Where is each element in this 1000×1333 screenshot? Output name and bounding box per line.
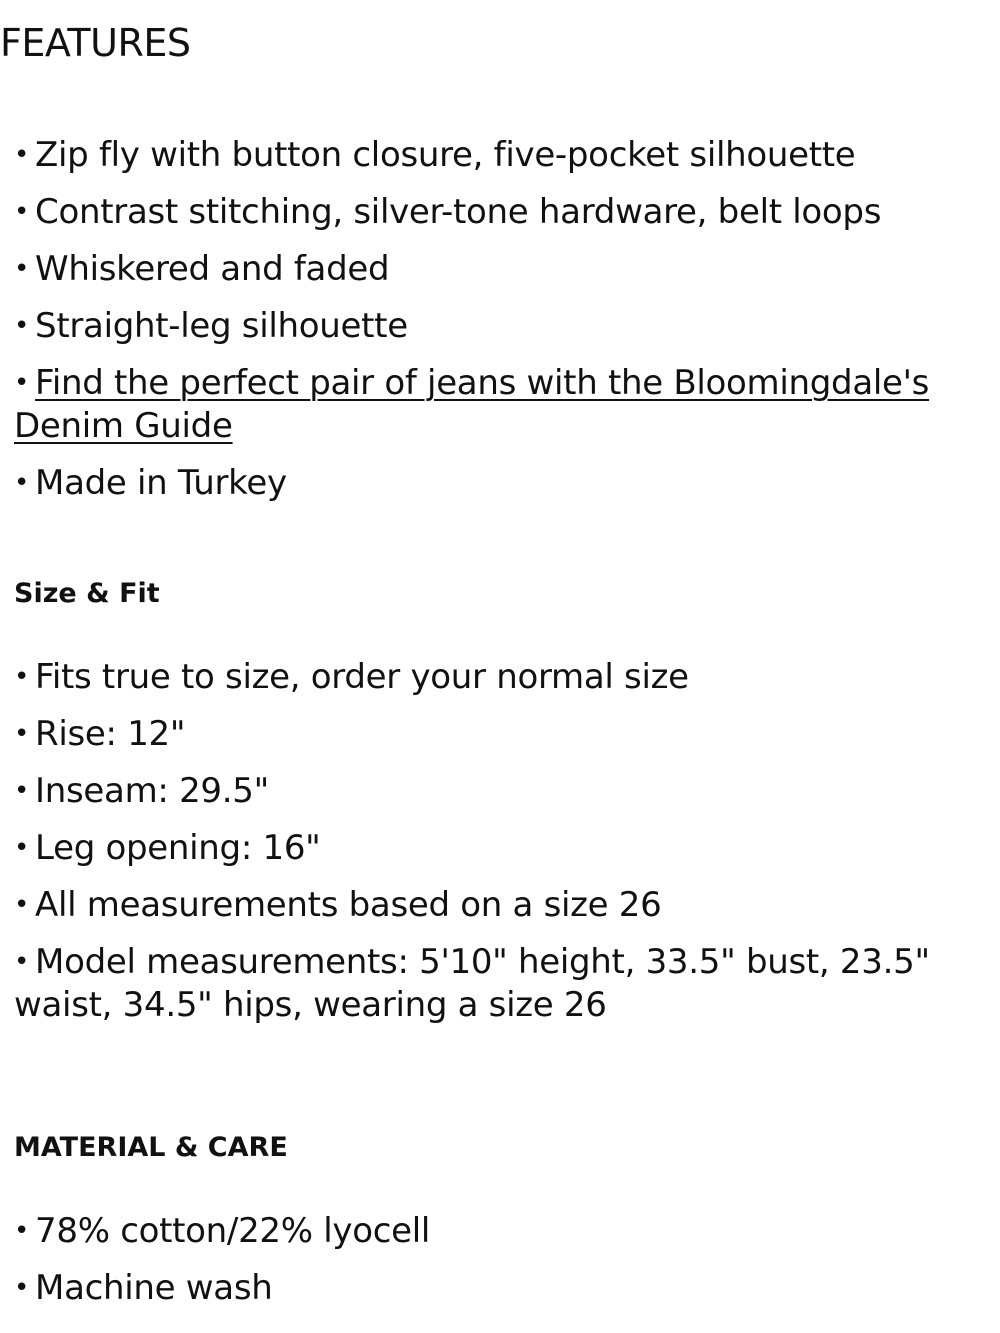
bullet-icon: • <box>14 311 30 341</box>
bullet-icon: • <box>14 1216 30 1246</box>
bullet-icon: • <box>14 662 30 692</box>
list-item <box>14 305 994 348</box>
bullet-icon: • <box>14 719 30 749</box>
list-item <box>14 1210 994 1253</box>
list-item <box>14 134 994 177</box>
bullet-icon: • <box>14 833 30 863</box>
list-item-text: Rise: 12" <box>35 714 186 754</box>
list-item <box>14 1267 994 1310</box>
list-item-text: Made in Turkey <box>35 463 287 503</box>
list-item <box>14 191 994 234</box>
bullet-icon: • <box>14 140 30 170</box>
denim-guide-link[interactable]: Find the perfect pair of jeans with the Bloomingdale's Denim Guide <box>14 363 930 446</box>
list-item <box>14 884 994 927</box>
bullet-icon: • <box>14 947 30 977</box>
list-item-text: Machine wash <box>35 1268 273 1308</box>
bullet-icon: • <box>14 1273 30 1303</box>
list-item-text: Straight-leg silhouette <box>35 306 408 346</box>
bullet-icon: • <box>14 197 30 227</box>
size-fit-list <box>14 656 994 1041</box>
list-item-text: All measurements based on a size 26 <box>35 885 662 925</box>
list-item <box>14 362 994 448</box>
bullet-icon: • <box>14 468 30 498</box>
material-care-list <box>14 1210 994 1324</box>
page-title: FEATURES <box>0 21 191 65</box>
list-item-text: Model measurements: 5'10" height, 33.5" bust, 23.5" waist, 34.5" hips, wearing a size 26 <box>14 942 930 1025</box>
list-item <box>14 713 994 756</box>
list-item <box>14 656 994 699</box>
section-heading-material-care: MATERIAL & CARE <box>14 1132 288 1163</box>
list-item <box>14 827 994 870</box>
list-item-text: Contrast stitching, silver-tone hardware, belt loops <box>35 192 882 232</box>
list-item-text: Inseam: 29.5" <box>35 771 269 811</box>
list-item <box>14 462 994 505</box>
list-item-text: Fits true to size, order your normal size <box>35 657 689 697</box>
list-item-text: Whiskered and faded <box>35 249 390 289</box>
list-item <box>14 248 994 291</box>
bullet-icon: • <box>14 776 30 806</box>
list-item-text: 78% cotton/22% lyocell <box>35 1211 431 1251</box>
list-item-text: Leg opening: 16" <box>35 828 321 868</box>
bullet-icon: • <box>14 254 30 284</box>
bullet-icon: • <box>14 368 30 398</box>
list-item <box>14 770 994 813</box>
bullet-icon: • <box>14 890 30 920</box>
list-item-text: Zip fly with button closure, five-pocket silhouette <box>35 135 856 175</box>
list-item <box>14 941 994 1027</box>
features-list <box>14 134 994 519</box>
section-heading-size-fit: Size & Fit <box>14 578 160 609</box>
